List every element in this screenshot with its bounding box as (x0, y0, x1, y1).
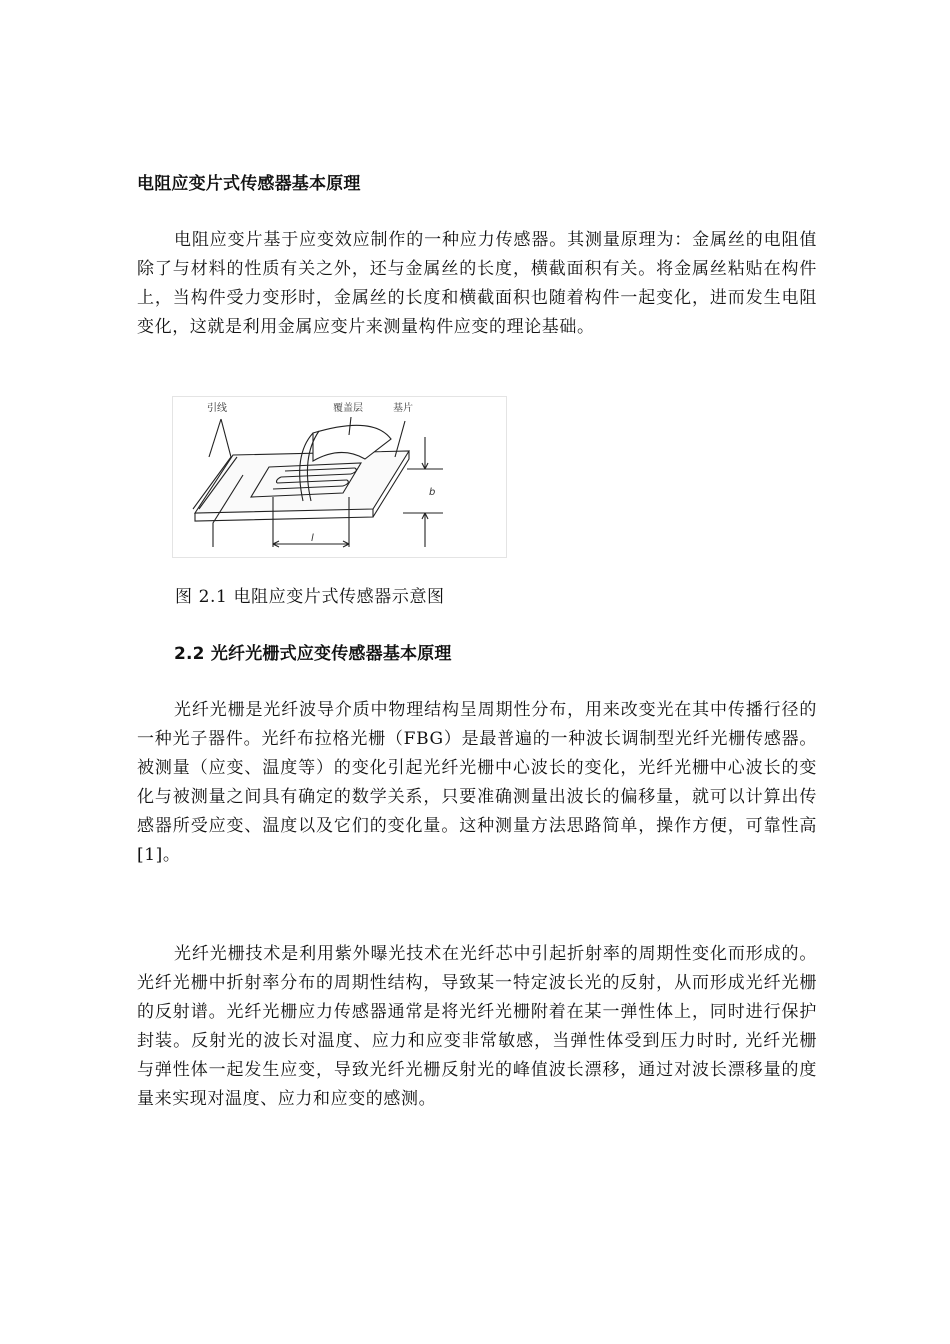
strain-gauge-diagram (172, 396, 507, 558)
label-lead: 引线 (207, 403, 227, 414)
figure-caption: 图 2.1 电阻应变片式传感器示意图 (175, 587, 445, 607)
label-length: l (311, 533, 314, 544)
paragraph-fbg-technology: 光纤光栅技术是利用紫外曝光技术在光纤芯中引起折射率的周期性变化而形成的。光纤光栅中折射率分布的周期性结构，导致某一特定波长光的反射，从而形成光纤光栅的反射谱。光纤光栅应力传感器通常是将光纤光栅附着在某一弹性体上，同时进行保护封装。反射光的波长对温度、应力和应变非常敏感，当弹性体受到压力时时, 光纤光栅与弹性体一起发生应变，导致光纤光栅反射光的峰值波长漂移，通过对波长漂移量的度量来实现对温度、应力和应变的感测。 (137, 944, 817, 1109)
label-width: b (429, 487, 436, 498)
label-cover-layer: 覆盖层 (333, 403, 363, 414)
section-heading-strain-gauge: 电阻应变片式传感器基本原理 (137, 174, 361, 194)
strain-gauge-illustration (173, 397, 506, 557)
paragraph-strain-gauge-principle: 电阻应变片基于应变效应制作的一种应力传感器。其测量原理为：金属丝的电阻值除了与材料的性质有关之外，还与金属丝的长度，横截面积有关。将金属丝粘贴在构件上，当构件受力变形时，金属丝的长度和横截面积也随着构件一起变化，进而发生电阻变化，这就是利用金属应变片来测量构件应变的理论基础。 (137, 230, 817, 337)
label-base: 基片 (393, 403, 413, 414)
section-heading-fbg: 2.2 光纤光栅式应变传感器基本原理 (174, 644, 452, 664)
paragraph-fbg-intro: 光纤光栅是光纤波导介质中物理结构呈周期性分布，用来改变光在其中传播行径的一种光子器件。光纤布拉格光栅（FBG）是最普遍的一种波长调制型光纤光栅传感器。被测量（应变、温度等）的变化引起光纤光栅中心波长的变化，光纤光栅中心波长的变化与被测量之间具有确定的数学关系，只要准确测量出波长的偏移量，就可以计算出传感器所受应变、温度以及它们的变化量。这种测量方法思路简单，操作方便，可靠性高[1]。 (137, 700, 817, 865)
